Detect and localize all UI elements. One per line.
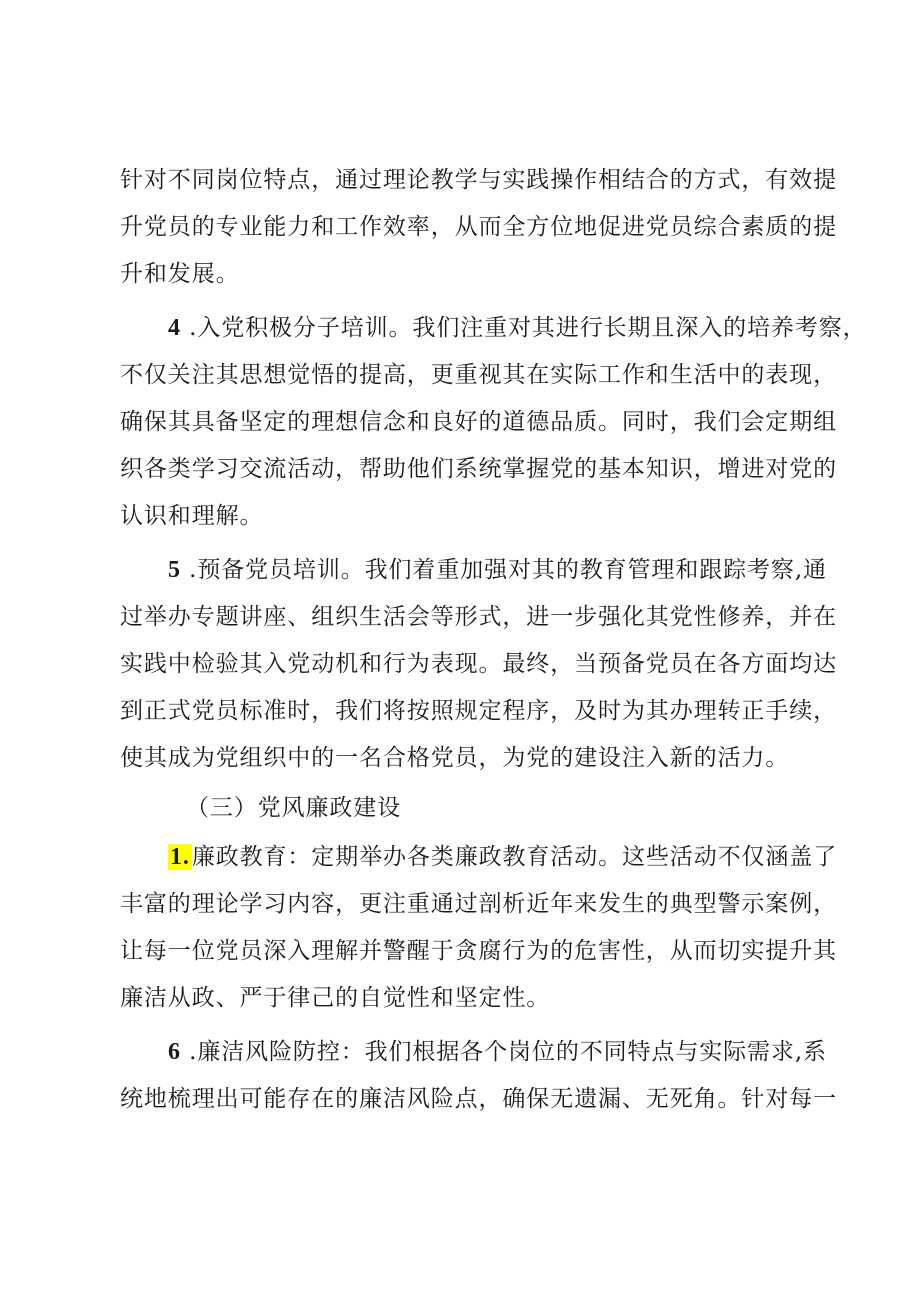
- paragraph-line: 针对不同岗位特点，通过理论教学与实践操作相结合的方式，有效提: [120, 167, 837, 193]
- paragraph-first-line: [168, 305, 867, 351]
- paragraph-line: 丰富的理论学习内容，更注重通过剖析近年来发生的典型警示案例，: [120, 891, 837, 917]
- paragraph-line: 廉洁从政、严于律己的自觉性和坚定性。: [120, 985, 551, 1011]
- paragraph-line: 到正式党员标准时，我们将按照规定程序，及时为其办理转正手续，: [120, 698, 837, 724]
- paragraph-line: 让每一位党员深入理解并警醒于贪腐行为的危害性，从而切实提升其: [120, 938, 837, 964]
- paragraph-text: .预备党员培训。我们着重加强对其的教育管理和跟踪考察,通: [180, 557, 827, 583]
- paragraph-first-line: [168, 547, 827, 593]
- paragraph-line: 织各类学习交流活动，帮助他们系统掌握党的基本知识，增进对党的: [120, 456, 837, 482]
- item-number: 4: [168, 315, 181, 341]
- paragraph-line: 升和发展。: [120, 261, 240, 287]
- paragraph-line: 确保其具备坚定的理想信念和良好的道德品质。同时，我们会定期组: [120, 409, 837, 435]
- paragraph-line: 实践中检验其入党动机和行为表现。最终，当预备党员在各方面均达: [120, 651, 837, 677]
- item-number: 5: [168, 557, 181, 583]
- paragraph-text: 廉政教育：定期举办各类廉政教育活动。这些活动不仅涵盖了: [191, 844, 838, 870]
- item-number: 6: [168, 1039, 181, 1065]
- highlighted-item-number: 1.: [170, 844, 190, 870]
- paragraph-text: .入党积极分子培训。我们注重对其进行长期且深入的培养考察，: [180, 315, 867, 341]
- paragraph-line: 不仅关注其思想觉悟的提高，更重视其在实际工作和生活中的表现，: [120, 362, 837, 388]
- paragraph-line: 过举办专题讲座、组织生活会等形式，进一步强化其党性修养，并在: [120, 604, 837, 630]
- paragraph-line: 认识和理解。: [120, 503, 264, 529]
- paragraph-line: 使其成为党组织中的一名合格党员，为党的建设注入新的活力。: [120, 745, 790, 771]
- section-heading: （三）党风廉政建设: [186, 795, 402, 821]
- paragraph-first-line: [168, 1029, 827, 1075]
- paragraph-line: 升党员的专业能力和工作效率，从而全方位地促进党员综合素质的提: [120, 214, 837, 240]
- paragraph-first-line: [168, 834, 837, 880]
- paragraph-line: 统地梳理出可能存在的廉洁风险点，确保无遗漏、无死角。针对每一: [120, 1086, 837, 1112]
- paragraph-text: .廉洁风险防控：我们根据各个岗位的不同特点与实际需求,系: [180, 1039, 827, 1065]
